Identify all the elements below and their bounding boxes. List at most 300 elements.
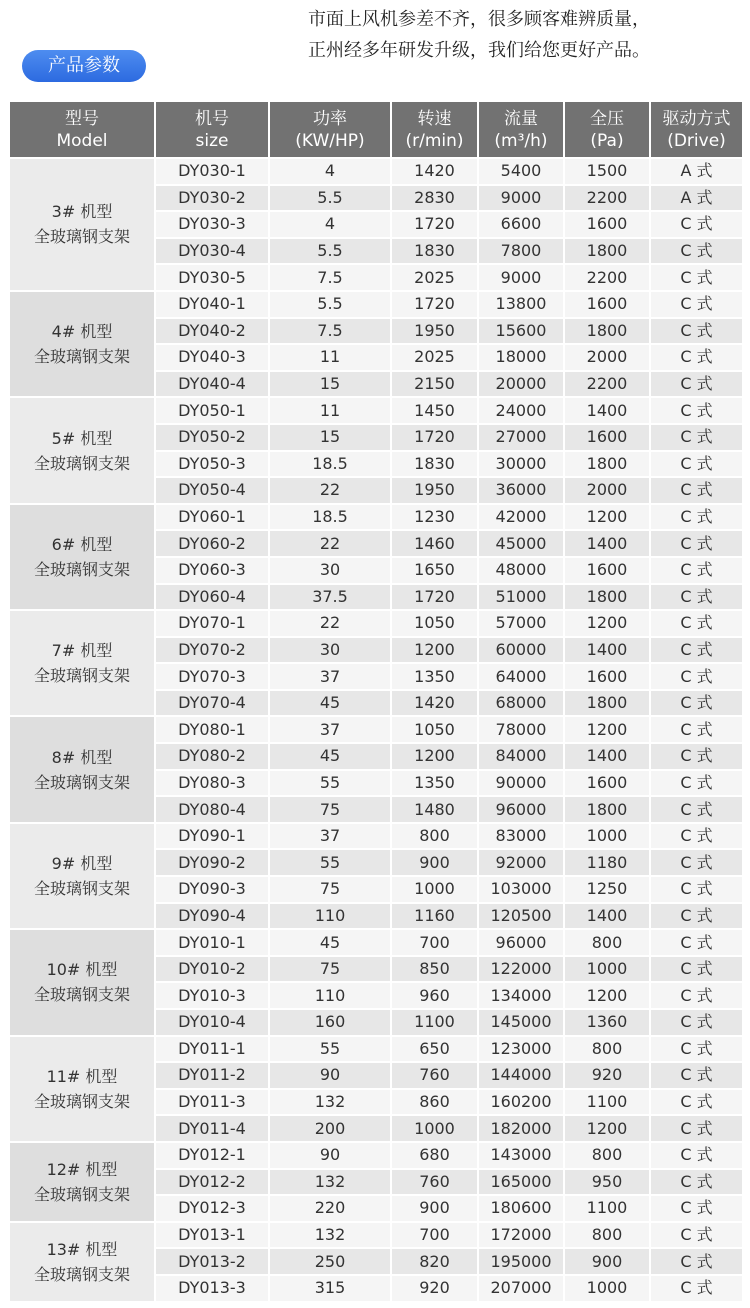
pressure-cell: 1000 bbox=[564, 1275, 650, 1302]
size-cell: DY012-1 bbox=[155, 1142, 269, 1169]
table-row bbox=[9, 1222, 743, 1249]
drive-cell: C 式 bbox=[650, 770, 743, 797]
table-row bbox=[9, 929, 743, 956]
flow-cell: 9000 bbox=[478, 185, 564, 212]
speed-cell: 1460 bbox=[391, 530, 478, 557]
flow-cell: 51000 bbox=[478, 584, 564, 611]
flow-cell: 6600 bbox=[478, 211, 564, 238]
flow-cell: 120500 bbox=[478, 903, 564, 930]
size-cell: DY060-2 bbox=[155, 530, 269, 557]
drive-cell: C 式 bbox=[650, 530, 743, 557]
power-cell: 90 bbox=[269, 1062, 391, 1089]
model-group-cell bbox=[9, 1142, 155, 1222]
speed-cell: 1420 bbox=[391, 158, 478, 185]
flow-cell: 165000 bbox=[478, 1169, 564, 1196]
size-cell: DY013-2 bbox=[155, 1248, 269, 1275]
section-badge: 产品参数 bbox=[22, 50, 146, 82]
flow-cell: 60000 bbox=[478, 637, 564, 664]
model-material: 全玻璃钢支架 bbox=[33, 559, 130, 579]
header-power: 功率 (KW/HP) bbox=[269, 101, 391, 158]
flow-cell: 83000 bbox=[478, 823, 564, 850]
pressure-cell: 900 bbox=[564, 1248, 650, 1275]
pressure-cell: 1200 bbox=[564, 504, 650, 531]
power-cell: 30 bbox=[269, 557, 391, 584]
pressure-cell: 1800 bbox=[564, 451, 650, 478]
flow-cell: 27000 bbox=[478, 424, 564, 451]
model-name: 3# 机型 bbox=[51, 202, 113, 222]
size-cell: DY030-2 bbox=[155, 185, 269, 212]
drive-cell: C 式 bbox=[650, 1089, 743, 1116]
pressure-cell: 1180 bbox=[564, 849, 650, 876]
speed-cell: 820 bbox=[391, 1248, 478, 1275]
speed-cell: 680 bbox=[391, 1142, 478, 1169]
pressure-cell: 1600 bbox=[564, 211, 650, 238]
pressure-cell: 800 bbox=[564, 1222, 650, 1249]
speed-cell: 1000 bbox=[391, 876, 478, 903]
size-cell: DY040-3 bbox=[155, 344, 269, 371]
flow-cell: 57000 bbox=[478, 610, 564, 637]
flow-cell: 103000 bbox=[478, 876, 564, 903]
size-cell: DY080-3 bbox=[155, 770, 269, 797]
model-material: 全玻璃钢支架 bbox=[33, 227, 130, 247]
size-cell: DY070-1 bbox=[155, 610, 269, 637]
drive-cell: C 式 bbox=[650, 557, 743, 584]
pressure-cell: 1800 bbox=[564, 690, 650, 717]
pressure-cell: 1200 bbox=[564, 982, 650, 1009]
pressure-cell: 2000 bbox=[564, 477, 650, 504]
power-cell: 22 bbox=[269, 477, 391, 504]
power-cell: 160 bbox=[269, 1009, 391, 1036]
speed-cell: 1830 bbox=[391, 451, 478, 478]
pressure-cell: 1100 bbox=[564, 1195, 650, 1222]
model-material: 全玻璃钢支架 bbox=[33, 1264, 130, 1284]
header-size: 机号 size bbox=[155, 101, 269, 158]
model-group-cell bbox=[9, 929, 155, 1035]
pressure-cell: 2200 bbox=[564, 185, 650, 212]
flow-cell: 48000 bbox=[478, 557, 564, 584]
drive-cell: C 式 bbox=[650, 929, 743, 956]
drive-cell: C 式 bbox=[650, 1195, 743, 1222]
power-cell: 250 bbox=[269, 1248, 391, 1275]
drive-cell: A 式 bbox=[650, 185, 743, 212]
intro-text bbox=[308, 4, 728, 66]
flow-cell: 160200 bbox=[478, 1089, 564, 1116]
model-name: 8# 机型 bbox=[51, 747, 113, 767]
pressure-cell: 1800 bbox=[564, 318, 650, 345]
flow-cell: 180600 bbox=[478, 1195, 564, 1222]
drive-cell: C 式 bbox=[650, 264, 743, 291]
size-cell: DY050-3 bbox=[155, 451, 269, 478]
power-cell: 220 bbox=[269, 1195, 391, 1222]
power-cell: 37 bbox=[269, 663, 391, 690]
pressure-cell: 800 bbox=[564, 1036, 650, 1063]
speed-cell: 900 bbox=[391, 849, 478, 876]
flow-cell: 78000 bbox=[478, 716, 564, 743]
pressure-cell: 1400 bbox=[564, 743, 650, 770]
power-cell: 22 bbox=[269, 530, 391, 557]
table-row bbox=[9, 1142, 743, 1169]
speed-cell: 760 bbox=[391, 1169, 478, 1196]
table-row bbox=[9, 504, 743, 531]
drive-cell: C 式 bbox=[650, 1062, 743, 1089]
power-cell: 7.5 bbox=[269, 264, 391, 291]
power-cell: 55 bbox=[269, 849, 391, 876]
size-cell: DY090-4 bbox=[155, 903, 269, 930]
power-cell: 45 bbox=[269, 690, 391, 717]
size-cell: DY080-1 bbox=[155, 716, 269, 743]
model-name: 12# 机型 bbox=[46, 1159, 118, 1179]
pressure-cell: 1400 bbox=[564, 530, 650, 557]
size-cell: DY011-2 bbox=[155, 1062, 269, 1089]
header-drive: 驱动方式 (Drive) bbox=[650, 101, 743, 158]
flow-cell: 122000 bbox=[478, 956, 564, 983]
power-cell: 7.5 bbox=[269, 318, 391, 345]
model-group-cell bbox=[9, 158, 155, 291]
size-cell: DY010-2 bbox=[155, 956, 269, 983]
drive-cell: C 式 bbox=[650, 1169, 743, 1196]
power-cell: 45 bbox=[269, 743, 391, 770]
drive-cell: C 式 bbox=[650, 1222, 743, 1249]
pressure-cell: 1600 bbox=[564, 291, 650, 318]
speed-cell: 1480 bbox=[391, 796, 478, 823]
speed-cell: 2025 bbox=[391, 264, 478, 291]
flow-cell: 195000 bbox=[478, 1248, 564, 1275]
size-cell: DY011-3 bbox=[155, 1089, 269, 1116]
speed-cell: 1720 bbox=[391, 584, 478, 611]
speed-cell: 1830 bbox=[391, 238, 478, 265]
model-name: 13# 机型 bbox=[46, 1239, 118, 1259]
power-cell: 110 bbox=[269, 903, 391, 930]
pressure-cell: 2200 bbox=[564, 371, 650, 398]
flow-cell: 30000 bbox=[478, 451, 564, 478]
flow-cell: 96000 bbox=[478, 796, 564, 823]
pressure-cell: 800 bbox=[564, 1142, 650, 1169]
drive-cell: C 式 bbox=[650, 796, 743, 823]
speed-cell: 1000 bbox=[391, 1115, 478, 1142]
size-cell: DY030-5 bbox=[155, 264, 269, 291]
speed-cell: 1650 bbox=[391, 557, 478, 584]
header-speed: 转速 (r/min) bbox=[391, 101, 478, 158]
speed-cell: 800 bbox=[391, 823, 478, 850]
drive-cell: C 式 bbox=[650, 823, 743, 850]
drive-cell: C 式 bbox=[650, 584, 743, 611]
model-group-cell bbox=[9, 1036, 155, 1142]
header-flow: 流量 (m³/h) bbox=[478, 101, 564, 158]
speed-cell: 1720 bbox=[391, 211, 478, 238]
model-name: 6# 机型 bbox=[51, 534, 113, 554]
flow-cell: 9000 bbox=[478, 264, 564, 291]
pressure-cell: 920 bbox=[564, 1062, 650, 1089]
model-material: 全玻璃钢支架 bbox=[33, 347, 130, 367]
power-cell: 4 bbox=[269, 211, 391, 238]
speed-cell: 760 bbox=[391, 1062, 478, 1089]
drive-cell: C 式 bbox=[650, 743, 743, 770]
flow-cell: 15600 bbox=[478, 318, 564, 345]
flow-cell: 207000 bbox=[478, 1275, 564, 1302]
model-material: 全玻璃钢支架 bbox=[33, 772, 130, 792]
table-row bbox=[9, 397, 743, 424]
pressure-cell: 1360 bbox=[564, 1009, 650, 1036]
power-cell: 132 bbox=[269, 1169, 391, 1196]
size-cell: DY060-3 bbox=[155, 557, 269, 584]
size-cell: DY011-1 bbox=[155, 1036, 269, 1063]
power-cell: 55 bbox=[269, 770, 391, 797]
power-cell: 90 bbox=[269, 1142, 391, 1169]
pressure-cell: 1100 bbox=[564, 1089, 650, 1116]
drive-cell: C 式 bbox=[650, 238, 743, 265]
pressure-cell: 1600 bbox=[564, 770, 650, 797]
size-cell: DY050-4 bbox=[155, 477, 269, 504]
drive-cell: C 式 bbox=[650, 690, 743, 717]
intro-line: 正州经多年研发升级，我们给您更好产品。 bbox=[308, 40, 650, 61]
flow-cell: 68000 bbox=[478, 690, 564, 717]
drive-cell: C 式 bbox=[650, 477, 743, 504]
drive-cell: C 式 bbox=[650, 344, 743, 371]
speed-cell: 1350 bbox=[391, 663, 478, 690]
table-row bbox=[9, 610, 743, 637]
speed-cell: 850 bbox=[391, 956, 478, 983]
table-row bbox=[9, 1036, 743, 1063]
speed-cell: 2830 bbox=[391, 185, 478, 212]
power-cell: 4 bbox=[269, 158, 391, 185]
size-cell: DY090-3 bbox=[155, 876, 269, 903]
flow-cell: 145000 bbox=[478, 1009, 564, 1036]
flow-cell: 18000 bbox=[478, 344, 564, 371]
model-group-cell bbox=[9, 1222, 155, 1302]
size-cell: DY090-1 bbox=[155, 823, 269, 850]
model-material: 全玻璃钢支架 bbox=[33, 666, 130, 686]
size-cell: DY080-4 bbox=[155, 796, 269, 823]
size-cell: DY060-4 bbox=[155, 584, 269, 611]
size-cell: DY090-2 bbox=[155, 849, 269, 876]
power-cell: 75 bbox=[269, 876, 391, 903]
table-row bbox=[9, 158, 743, 185]
speed-cell: 1160 bbox=[391, 903, 478, 930]
size-cell: DY040-2 bbox=[155, 318, 269, 345]
model-group-cell bbox=[9, 397, 155, 503]
size-cell: DY030-1 bbox=[155, 158, 269, 185]
power-cell: 22 bbox=[269, 610, 391, 637]
size-cell: DY010-3 bbox=[155, 982, 269, 1009]
model-name: 9# 机型 bbox=[51, 854, 113, 874]
power-cell: 200 bbox=[269, 1115, 391, 1142]
size-cell: DY030-3 bbox=[155, 211, 269, 238]
drive-cell: C 式 bbox=[650, 956, 743, 983]
model-material: 全玻璃钢支架 bbox=[33, 879, 130, 899]
flow-cell: 20000 bbox=[478, 371, 564, 398]
power-cell: 132 bbox=[269, 1089, 391, 1116]
pressure-cell: 1800 bbox=[564, 584, 650, 611]
power-cell: 18.5 bbox=[269, 504, 391, 531]
power-cell: 45 bbox=[269, 929, 391, 956]
pressure-cell: 1600 bbox=[564, 557, 650, 584]
power-cell: 55 bbox=[269, 1036, 391, 1063]
pressure-cell: 1400 bbox=[564, 903, 650, 930]
pressure-cell: 1200 bbox=[564, 716, 650, 743]
speed-cell: 650 bbox=[391, 1036, 478, 1063]
speed-cell: 920 bbox=[391, 1275, 478, 1302]
drive-cell: C 式 bbox=[650, 982, 743, 1009]
size-cell: DY070-2 bbox=[155, 637, 269, 664]
flow-cell: 96000 bbox=[478, 929, 564, 956]
model-name: 11# 机型 bbox=[46, 1066, 118, 1086]
model-name: 7# 机型 bbox=[51, 641, 113, 661]
speed-cell: 1200 bbox=[391, 637, 478, 664]
drive-cell: C 式 bbox=[650, 1275, 743, 1302]
model-name: 4# 机型 bbox=[51, 322, 113, 342]
drive-cell: C 式 bbox=[650, 1248, 743, 1275]
power-cell: 37 bbox=[269, 823, 391, 850]
model-group-cell bbox=[9, 291, 155, 397]
power-cell: 132 bbox=[269, 1222, 391, 1249]
pressure-cell: 950 bbox=[564, 1169, 650, 1196]
power-cell: 15 bbox=[269, 424, 391, 451]
pressure-cell: 1400 bbox=[564, 397, 650, 424]
drive-cell: C 式 bbox=[650, 637, 743, 664]
speed-cell: 900 bbox=[391, 1195, 478, 1222]
pressure-cell: 1600 bbox=[564, 663, 650, 690]
drive-cell: C 式 bbox=[650, 663, 743, 690]
flow-cell: 36000 bbox=[478, 477, 564, 504]
power-cell: 15 bbox=[269, 371, 391, 398]
pressure-cell: 1500 bbox=[564, 158, 650, 185]
speed-cell: 1720 bbox=[391, 424, 478, 451]
header-model: 型号 Model bbox=[9, 101, 155, 158]
model-group-cell bbox=[9, 716, 155, 822]
flow-cell: 144000 bbox=[478, 1062, 564, 1089]
flow-cell: 90000 bbox=[478, 770, 564, 797]
speed-cell: 1450 bbox=[391, 397, 478, 424]
size-cell: DY010-4 bbox=[155, 1009, 269, 1036]
power-cell: 5.5 bbox=[269, 185, 391, 212]
pressure-cell: 1800 bbox=[564, 238, 650, 265]
pressure-cell: 1400 bbox=[564, 637, 650, 664]
speed-cell: 1720 bbox=[391, 291, 478, 318]
drive-cell: C 式 bbox=[650, 610, 743, 637]
drive-cell: C 式 bbox=[650, 504, 743, 531]
speed-cell: 1420 bbox=[391, 690, 478, 717]
size-cell: DY080-2 bbox=[155, 743, 269, 770]
power-cell: 11 bbox=[269, 344, 391, 371]
flow-cell: 143000 bbox=[478, 1142, 564, 1169]
speed-cell: 2150 bbox=[391, 371, 478, 398]
power-cell: 110 bbox=[269, 982, 391, 1009]
model-material: 全玻璃钢支架 bbox=[33, 453, 130, 473]
drive-cell: C 式 bbox=[650, 451, 743, 478]
power-cell: 5.5 bbox=[269, 291, 391, 318]
speed-cell: 1050 bbox=[391, 610, 478, 637]
table-row bbox=[9, 291, 743, 318]
speed-cell: 700 bbox=[391, 929, 478, 956]
size-cell: DY070-4 bbox=[155, 690, 269, 717]
size-cell: DY013-3 bbox=[155, 1275, 269, 1302]
power-cell: 75 bbox=[269, 796, 391, 823]
flow-cell: 45000 bbox=[478, 530, 564, 557]
pressure-cell: 800 bbox=[564, 929, 650, 956]
size-cell: DY012-3 bbox=[155, 1195, 269, 1222]
drive-cell: A 式 bbox=[650, 158, 743, 185]
pressure-cell: 1800 bbox=[564, 796, 650, 823]
model-name: 5# 机型 bbox=[51, 428, 113, 448]
speed-cell: 1200 bbox=[391, 743, 478, 770]
drive-cell: C 式 bbox=[650, 1115, 743, 1142]
power-cell: 30 bbox=[269, 637, 391, 664]
drive-cell: C 式 bbox=[650, 1036, 743, 1063]
flow-cell: 7800 bbox=[478, 238, 564, 265]
flow-cell: 5400 bbox=[478, 158, 564, 185]
drive-cell: C 式 bbox=[650, 318, 743, 345]
drive-cell: C 式 bbox=[650, 1009, 743, 1036]
pressure-cell: 1600 bbox=[564, 424, 650, 451]
flow-cell: 64000 bbox=[478, 663, 564, 690]
power-cell: 5.5 bbox=[269, 238, 391, 265]
pressure-cell: 1000 bbox=[564, 956, 650, 983]
model-material: 全玻璃钢支架 bbox=[33, 985, 130, 1005]
speed-cell: 700 bbox=[391, 1222, 478, 1249]
size-cell: DY050-2 bbox=[155, 424, 269, 451]
drive-cell: C 式 bbox=[650, 424, 743, 451]
size-cell: DY040-4 bbox=[155, 371, 269, 398]
speed-cell: 1950 bbox=[391, 477, 478, 504]
size-cell: DY012-2 bbox=[155, 1169, 269, 1196]
model-name: 10# 机型 bbox=[46, 960, 118, 980]
table-row bbox=[9, 716, 743, 743]
pressure-cell: 2000 bbox=[564, 344, 650, 371]
pressure-cell: 1200 bbox=[564, 610, 650, 637]
speed-cell: 2025 bbox=[391, 344, 478, 371]
flow-cell: 84000 bbox=[478, 743, 564, 770]
table-body bbox=[9, 158, 743, 1302]
size-cell: DY030-4 bbox=[155, 238, 269, 265]
flow-cell: 123000 bbox=[478, 1036, 564, 1063]
drive-cell: C 式 bbox=[650, 371, 743, 398]
flow-cell: 13800 bbox=[478, 291, 564, 318]
size-cell: DY011-4 bbox=[155, 1115, 269, 1142]
model-group-cell bbox=[9, 823, 155, 929]
flow-cell: 182000 bbox=[478, 1115, 564, 1142]
speed-cell: 1350 bbox=[391, 770, 478, 797]
speed-cell: 1950 bbox=[391, 318, 478, 345]
header-pressure: 全压 (Pa) bbox=[564, 101, 650, 158]
drive-cell: C 式 bbox=[650, 876, 743, 903]
flow-cell: 42000 bbox=[478, 504, 564, 531]
table-header-row bbox=[9, 101, 743, 158]
model-material: 全玻璃钢支架 bbox=[33, 1091, 130, 1111]
model-group-cell bbox=[9, 610, 155, 716]
drive-cell: C 式 bbox=[650, 849, 743, 876]
power-cell: 11 bbox=[269, 397, 391, 424]
drive-cell: C 式 bbox=[650, 397, 743, 424]
flow-cell: 92000 bbox=[478, 849, 564, 876]
drive-cell: C 式 bbox=[650, 211, 743, 238]
drive-cell: C 式 bbox=[650, 903, 743, 930]
drive-cell: C 式 bbox=[650, 1142, 743, 1169]
spec-table bbox=[8, 100, 744, 1303]
model-material: 全玻璃钢支架 bbox=[33, 1184, 130, 1204]
speed-cell: 1050 bbox=[391, 716, 478, 743]
speed-cell: 1100 bbox=[391, 1009, 478, 1036]
pressure-cell: 1200 bbox=[564, 1115, 650, 1142]
speed-cell: 960 bbox=[391, 982, 478, 1009]
power-cell: 75 bbox=[269, 956, 391, 983]
size-cell: DY050-1 bbox=[155, 397, 269, 424]
power-cell: 37.5 bbox=[269, 584, 391, 611]
size-cell: DY070-3 bbox=[155, 663, 269, 690]
speed-cell: 860 bbox=[391, 1089, 478, 1116]
table-row bbox=[9, 823, 743, 850]
flow-cell: 172000 bbox=[478, 1222, 564, 1249]
pressure-cell: 1250 bbox=[564, 876, 650, 903]
